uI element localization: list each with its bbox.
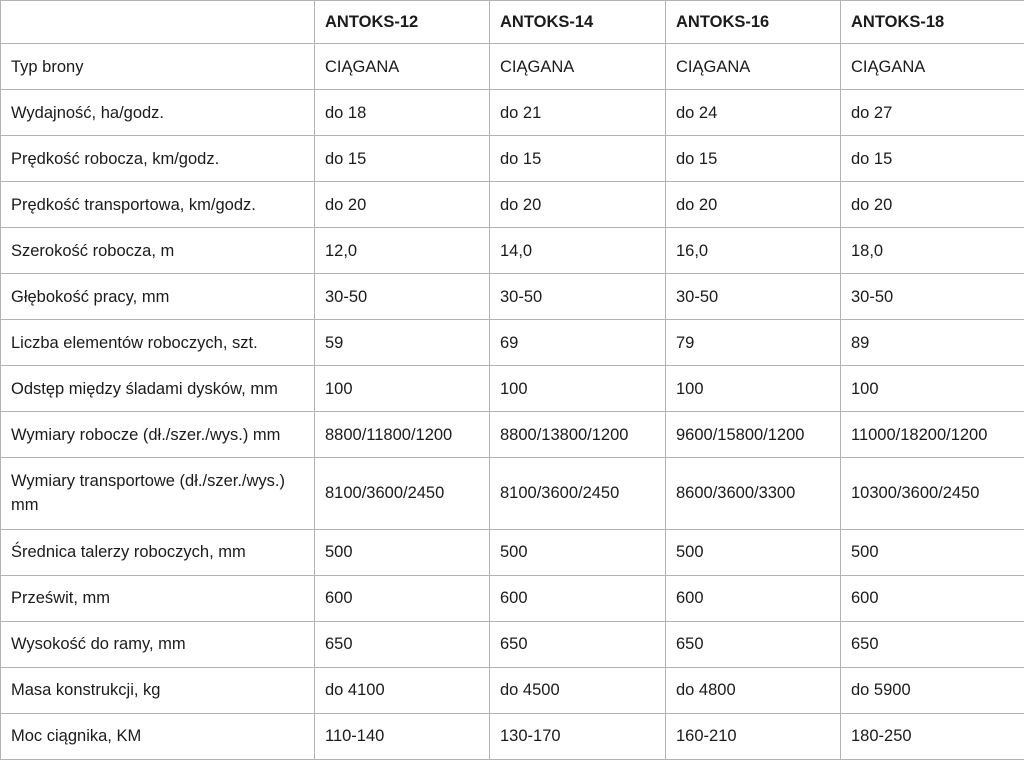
row-label-cell: Liczba elementów roboczych, szt.	[1, 320, 315, 366]
value-cell: 30-50	[841, 274, 1024, 320]
table-row	[1, 713, 1024, 759]
row-label-cell: Prześwit, mm	[1, 575, 315, 621]
value-cell: do 18	[315, 90, 490, 136]
value-cell: do 15	[315, 136, 490, 182]
value-cell: CIĄGANA	[841, 44, 1024, 90]
value-cell: 18,0	[841, 228, 1024, 274]
value-cell: 8800/11800/1200	[315, 412, 490, 458]
table-row	[1, 575, 1024, 621]
value-cell: 600	[841, 575, 1024, 621]
value-cell: 16,0	[666, 228, 841, 274]
table-row	[1, 182, 1024, 228]
column-header: ANTOKS-14	[490, 1, 666, 44]
value-cell: 650	[666, 621, 841, 667]
value-cell: do 4100	[315, 667, 490, 713]
value-cell: CIĄGANA	[666, 44, 841, 90]
value-cell: 650	[841, 621, 1024, 667]
value-cell: do 20	[841, 182, 1024, 228]
value-cell: 100	[315, 366, 490, 412]
corner-cell	[1, 1, 315, 44]
table-row	[1, 228, 1024, 274]
row-label-cell: Szerokość robocza, m	[1, 228, 315, 274]
column-header: ANTOKS-18	[841, 1, 1024, 44]
row-label-cell: Głębokość pracy, mm	[1, 274, 315, 320]
value-cell: 12,0	[315, 228, 490, 274]
value-cell: 500	[666, 529, 841, 575]
header-row	[1, 1, 1024, 44]
value-cell: 11000/18200/1200	[841, 412, 1024, 458]
value-cell: do 5900	[841, 667, 1024, 713]
value-cell: 14,0	[490, 228, 666, 274]
table-row	[1, 90, 1024, 136]
table-row	[1, 320, 1024, 366]
value-cell: 10300/3600/2450	[841, 458, 1024, 530]
value-cell: 9600/15800/1200	[666, 412, 841, 458]
value-cell: CIĄGANA	[490, 44, 666, 90]
value-cell: 69	[490, 320, 666, 366]
table-row	[1, 44, 1024, 90]
value-cell: 8600/3600/3300	[666, 458, 841, 530]
table-row	[1, 667, 1024, 713]
table-row	[1, 621, 1024, 667]
value-cell: 8100/3600/2450	[490, 458, 666, 530]
value-cell: 500	[490, 529, 666, 575]
value-cell: 160-210	[666, 713, 841, 759]
value-cell: do 21	[490, 90, 666, 136]
row-label-cell: Typ brony	[1, 44, 315, 90]
value-cell: 8100/3600/2450	[315, 458, 490, 530]
value-cell: do 20	[315, 182, 490, 228]
value-cell: 130-170	[490, 713, 666, 759]
table-row	[1, 412, 1024, 458]
value-cell: 600	[315, 575, 490, 621]
value-cell: 79	[666, 320, 841, 366]
value-cell: CIĄGANA	[315, 44, 490, 90]
value-cell: 59	[315, 320, 490, 366]
value-cell: do 24	[666, 90, 841, 136]
row-label-cell: Odstęp między śladami dysków, mm	[1, 366, 315, 412]
column-header: ANTOKS-12	[315, 1, 490, 44]
value-cell: do 15	[490, 136, 666, 182]
row-label-cell: Wymiary transportowe (dł./szer./wys.) mm	[1, 458, 315, 530]
row-label-cell: Wysokość do ramy, mm	[1, 621, 315, 667]
row-label-cell: Wydajność, ha/godz.	[1, 90, 315, 136]
row-label-cell: Prędkość transportowa, km/godz.	[1, 182, 315, 228]
value-cell: 110-140	[315, 713, 490, 759]
value-cell: do 20	[490, 182, 666, 228]
value-cell: 180-250	[841, 713, 1024, 759]
table-row	[1, 366, 1024, 412]
row-label-cell: Średnica talerzy roboczych, mm	[1, 529, 315, 575]
value-cell: 650	[490, 621, 666, 667]
table-row	[1, 274, 1024, 320]
value-cell: 100	[666, 366, 841, 412]
value-cell: 600	[490, 575, 666, 621]
value-cell: 500	[841, 529, 1024, 575]
value-cell: 30-50	[490, 274, 666, 320]
value-cell: 600	[666, 575, 841, 621]
row-label-cell: Wymiary robocze (dł./szer./wys.) mm	[1, 412, 315, 458]
value-cell: do 20	[666, 182, 841, 228]
value-cell: do 15	[841, 136, 1024, 182]
value-cell: 89	[841, 320, 1024, 366]
table-body	[1, 44, 1024, 760]
value-cell: 30-50	[666, 274, 841, 320]
value-cell: 8800/13800/1200	[490, 412, 666, 458]
table-row	[1, 136, 1024, 182]
column-header: ANTOKS-16	[666, 1, 841, 44]
value-cell: do 4800	[666, 667, 841, 713]
value-cell: 30-50	[315, 274, 490, 320]
value-cell: do 15	[666, 136, 841, 182]
row-label-cell: Masa konstrukcji, kg	[1, 667, 315, 713]
table-row	[1, 529, 1024, 575]
value-cell: do 4500	[490, 667, 666, 713]
row-label-cell: Prędkość robocza, km/godz.	[1, 136, 315, 182]
row-label-cell: Moc ciągnika, KM	[1, 713, 315, 759]
table-row	[1, 458, 1024, 530]
value-cell: do 27	[841, 90, 1024, 136]
value-cell: 100	[490, 366, 666, 412]
value-cell: 100	[841, 366, 1024, 412]
value-cell: 500	[315, 529, 490, 575]
value-cell: 650	[315, 621, 490, 667]
